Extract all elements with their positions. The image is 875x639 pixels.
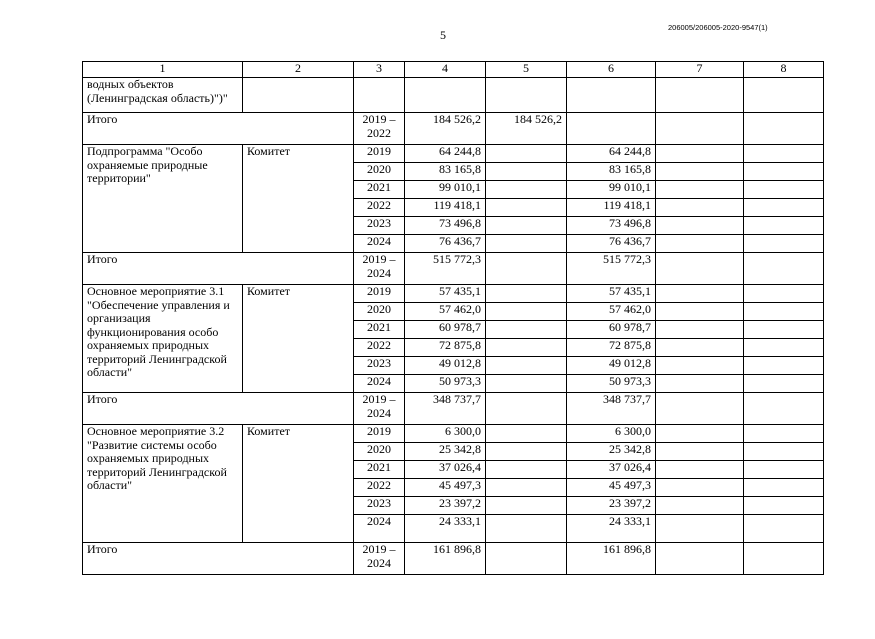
year-cell: 2019 [354, 285, 405, 303]
empty-cell [486, 515, 567, 543]
total-row [83, 543, 824, 575]
amount-cell: 60 978,7 [567, 321, 656, 339]
empty-cell [744, 303, 824, 321]
empty-cell [486, 235, 567, 253]
total-row [83, 393, 824, 425]
empty-cell [656, 443, 744, 461]
amount-cell: 6 300,0 [405, 425, 486, 443]
empty-cell [486, 393, 567, 425]
year-cell: 2021 [354, 321, 405, 339]
program-blocks [83, 145, 824, 575]
empty-cell [656, 303, 744, 321]
empty-cell [486, 497, 567, 515]
empty-cell [656, 339, 744, 357]
document-id: 206005/206005-2020-9547(1) [668, 23, 768, 32]
amount-cell: 348 737,7 [567, 393, 656, 425]
amount-cell: 23 397,2 [567, 497, 656, 515]
empty-cell [486, 321, 567, 339]
amount-cell: 24 333,1 [567, 515, 656, 543]
amount-cell: 57 435,1 [567, 285, 656, 303]
amount-cell: 348 737,7 [405, 393, 486, 425]
empty-cell [486, 145, 567, 163]
total-row [83, 113, 824, 145]
empty-cell [656, 543, 744, 575]
amount-cell: 76 436,7 [567, 235, 656, 253]
column-header: 5 [486, 62, 567, 78]
executor-cell: Комитет [243, 145, 354, 253]
amount-cell [567, 113, 656, 145]
empty-cell [744, 253, 824, 285]
total-row [83, 253, 824, 285]
amount-cell: 57 435,1 [405, 285, 486, 303]
amount-cell: 64 244,8 [567, 145, 656, 163]
year-cell: 2020 [354, 303, 405, 321]
total-label: Итого [83, 253, 354, 285]
empty-cell [486, 181, 567, 199]
amount-cell: 73 496,8 [567, 217, 656, 235]
amount-cell: 83 165,8 [567, 163, 656, 181]
amount-cell: 119 418,1 [405, 199, 486, 217]
empty-cell [744, 375, 824, 393]
amount-cell: 57 462,0 [405, 303, 486, 321]
amount-cell: 50 973,3 [405, 375, 486, 393]
budget-table [82, 61, 824, 575]
amount-cell: 72 875,8 [567, 339, 656, 357]
empty-cell [744, 285, 824, 303]
empty-cell [656, 235, 744, 253]
amount-cell: 25 342,8 [567, 443, 656, 461]
empty-cell [656, 181, 744, 199]
empty-cell [656, 163, 744, 181]
amount-cell: 45 497,3 [567, 479, 656, 497]
empty-cell [656, 393, 744, 425]
year-cell: 2022 [354, 339, 405, 357]
year-cell: 2019 [354, 425, 405, 443]
empty-cell [486, 357, 567, 375]
year-cell: 2024 [354, 515, 405, 543]
empty-cell [656, 217, 744, 235]
empty-cell [486, 303, 567, 321]
empty-cell [744, 497, 824, 515]
empty-cell [744, 515, 824, 543]
empty-cell [656, 375, 744, 393]
empty-cell [656, 321, 744, 339]
amount-cell: 23 397,2 [405, 497, 486, 515]
table-row [83, 145, 824, 163]
amount-cell: 72 875,8 [405, 339, 486, 357]
amount-cell: 83 165,8 [405, 163, 486, 181]
amount-cell: 99 010,1 [405, 181, 486, 199]
amount-cell: 37 026,4 [567, 461, 656, 479]
empty-cell [656, 479, 744, 497]
year-cell: 2019 [354, 145, 405, 163]
amount-cell: 60 978,7 [405, 321, 486, 339]
amount-cell: 24 333,1 [405, 515, 486, 543]
amount-cell: 25 342,8 [405, 443, 486, 461]
empty-cell [744, 235, 824, 253]
empty-cell [486, 285, 567, 303]
empty-cell [486, 543, 567, 575]
empty-cell [744, 443, 824, 461]
empty-cell [744, 425, 824, 443]
amount-cell: 50 973,3 [567, 375, 656, 393]
empty-cell [744, 145, 824, 163]
empty-cell [486, 163, 567, 181]
amount-cell: 37 026,4 [405, 461, 486, 479]
amount-cell: 6 300,0 [567, 425, 656, 443]
year-cell: 2023 [354, 497, 405, 515]
year-cell: 2024 [354, 235, 405, 253]
empty-cell [486, 479, 567, 497]
executor-cell: Комитет [243, 425, 354, 543]
amount-cell: 161 896,8 [405, 543, 486, 575]
amount-cell: 49 012,8 [405, 357, 486, 375]
total-label: Итого [83, 543, 354, 575]
empty-cell [744, 393, 824, 425]
amount-cell: 45 497,3 [405, 479, 486, 497]
column-header: 1 [83, 62, 243, 78]
empty-cell [744, 199, 824, 217]
empty-cell [656, 357, 744, 375]
year-cell: 2021 [354, 181, 405, 199]
amount-cell: 49 012,8 [567, 357, 656, 375]
column-header: 6 [567, 62, 656, 78]
amount-cell: 184 526,2 [486, 113, 567, 145]
empty-cell [656, 145, 744, 163]
executor-cell: Комитет [243, 285, 354, 393]
period-cell: 2019 – 2024 [354, 253, 405, 285]
year-cell: 2020 [354, 443, 405, 461]
header-row [83, 62, 824, 78]
empty-cell [744, 339, 824, 357]
column-header: 3 [354, 62, 405, 78]
amount-cell: 119 418,1 [567, 199, 656, 217]
empty-cell [486, 253, 567, 285]
period-cell: 2019 – 2022 [354, 113, 405, 145]
period-cell: 2019 – 2024 [354, 393, 405, 425]
amount-cell: 73 496,8 [405, 217, 486, 235]
empty-cell [744, 217, 824, 235]
table-row [83, 78, 824, 113]
program-name: Основное мероприятие 3.2 "Развитие системы особо охраняемых природных территорий Ленинградской области" [83, 425, 243, 543]
empty-cell [486, 425, 567, 443]
empty-cell [744, 479, 824, 497]
column-header: 4 [405, 62, 486, 78]
empty-cell [744, 181, 824, 199]
year-cell: 2023 [354, 357, 405, 375]
empty-cell [744, 461, 824, 479]
empty-cell [486, 375, 567, 393]
empty-cell [486, 199, 567, 217]
program-name: Основное мероприятие 3.1 "Обеспечение управления и организация функционирования особо охраняемых природных территорий Ленинградской области" [83, 285, 243, 393]
year-cell: 2023 [354, 217, 405, 235]
program-name: Подпрограмма "Особо охраняемые природные территории" [83, 145, 243, 253]
page-number: 5 [440, 28, 446, 42]
column-header: 7 [656, 62, 744, 78]
column-header: 8 [744, 62, 824, 78]
empty-cell [744, 163, 824, 181]
amount-cell: 76 436,7 [405, 235, 486, 253]
empty-cell [744, 321, 824, 339]
empty-cell [656, 497, 744, 515]
column-header: 2 [243, 62, 354, 78]
period-cell: 2019 – 2024 [354, 543, 405, 575]
empty-cell [656, 253, 744, 285]
empty-cell [656, 199, 744, 217]
total-label: Итого [83, 393, 354, 425]
amount-cell: 64 244,8 [405, 145, 486, 163]
table-row [83, 425, 824, 443]
empty-cell [656, 285, 744, 303]
amount-cell: 161 896,8 [567, 543, 656, 575]
amount-cell: 515 772,3 [405, 253, 486, 285]
year-cell: 2022 [354, 479, 405, 497]
empty-cell [656, 515, 744, 543]
empty-cell [486, 217, 567, 235]
year-cell: 2020 [354, 163, 405, 181]
empty-cell [486, 443, 567, 461]
empty-cell [656, 425, 744, 443]
table-row [83, 285, 824, 303]
empty-cell [486, 339, 567, 357]
empty-cell [486, 461, 567, 479]
year-cell: 2024 [354, 375, 405, 393]
total-label: Итого [83, 113, 354, 145]
amount-cell: 57 462,0 [567, 303, 656, 321]
amount-cell: 184 526,2 [405, 113, 486, 145]
continuation-text: водных объектов (Ленинградская область)")" [83, 78, 243, 113]
empty-cell [744, 357, 824, 375]
empty-cell [744, 543, 824, 575]
empty-cell [656, 461, 744, 479]
year-cell: 2022 [354, 199, 405, 217]
year-cell: 2021 [354, 461, 405, 479]
amount-cell: 99 010,1 [567, 181, 656, 199]
amount-cell: 515 772,3 [567, 253, 656, 285]
